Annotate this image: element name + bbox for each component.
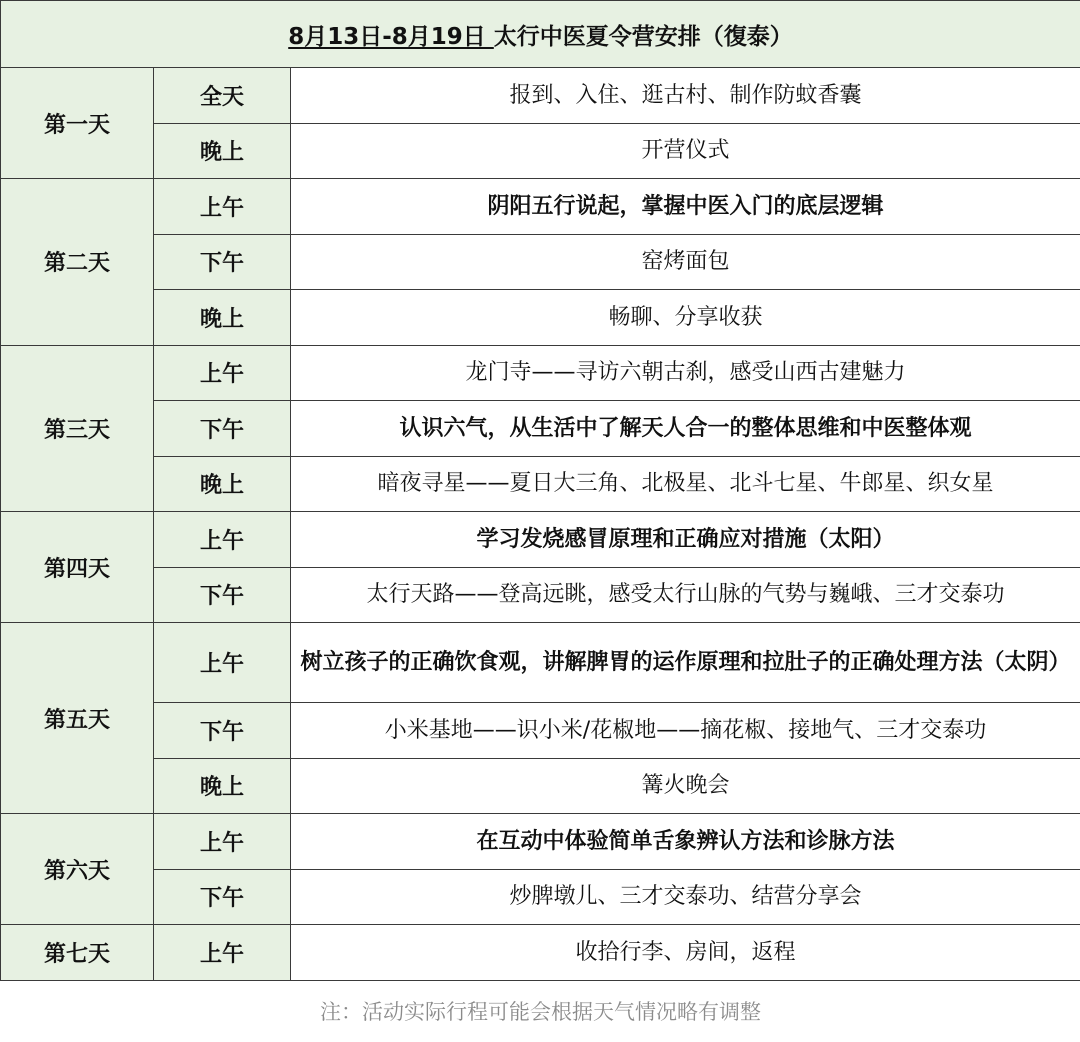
schedule-row (1, 234, 1080, 290)
activity-content: 收拾行李、房间，返程 (291, 925, 1080, 981)
period-label: 上午 (154, 179, 291, 235)
period-label: 上午 (154, 512, 291, 568)
period-label: 上午 (154, 623, 291, 703)
period-label: 下午 (154, 234, 291, 290)
schedule-row (1, 179, 1080, 235)
activity-content: 开营仪式 (291, 123, 1080, 179)
activity-content: 认识六气，从生活中了解天人合一的整体思维和中医整体观 (291, 401, 1080, 457)
title-date-range: 8月13日-8月19日 (288, 23, 494, 50)
day-label: 第二天 (1, 179, 154, 346)
period-label: 晚上 (154, 758, 291, 814)
title-row (1, 1, 1080, 68)
schedule-row (1, 456, 1080, 512)
activity-content: 炒脾墩儿、三才交泰功、结营分享会 (291, 869, 1080, 925)
period-label: 下午 (154, 567, 291, 623)
period-label: 下午 (154, 869, 291, 925)
period-label: 晚上 (154, 123, 291, 179)
note-row (1, 980, 1080, 1042)
period-label: 晚上 (154, 456, 291, 512)
schedule-row (1, 567, 1080, 623)
activity-content: 学习发烧感冒原理和正确应对措施（太阳） (291, 512, 1080, 568)
schedule-row (1, 703, 1080, 759)
period-label: 上午 (154, 814, 291, 870)
schedule-row (1, 290, 1080, 346)
activity-content: 暗夜寻星——夏日大三角、北极星、北斗七星、牛郎星、织女星 (291, 456, 1080, 512)
schedule-row (1, 623, 1080, 703)
schedule-row (1, 925, 1080, 981)
activity-content: 报到、入住、逛古村、制作防蚊香囊 (291, 68, 1080, 124)
schedule-row (1, 758, 1080, 814)
day-label: 第五天 (1, 623, 154, 814)
period-label: 上午 (154, 345, 291, 401)
activity-content: 树立孩子的正确饮食观，讲解脾胃的运作原理和拉肚子的正确处理方法（太阴） (291, 623, 1080, 703)
activity-content: 小米基地——识小米/花椒地——摘花椒、接地气、三才交泰功 (291, 703, 1080, 759)
day-label: 第一天 (1, 68, 154, 179)
day-label: 第四天 (1, 512, 154, 623)
day-label: 第七天 (1, 925, 154, 981)
schedule-row (1, 512, 1080, 568)
activity-content: 龙门寺——寻访六朝古刹，感受山西古建魅力 (291, 345, 1080, 401)
activity-content: 阴阳五行说起，掌握中医入门的底层逻辑 (291, 179, 1080, 235)
title-text: 太行中医夏令营安排（復泰） (493, 23, 793, 50)
schedule-note: 注：活动实际行程可能会根据天气情况略有调整 (1, 980, 1080, 1042)
activity-content: 篝火晚会 (291, 758, 1080, 814)
period-label: 下午 (154, 401, 291, 457)
period-label: 晚上 (154, 290, 291, 346)
schedule-row (1, 345, 1080, 401)
schedule-title (1, 1, 1080, 68)
period-label: 上午 (154, 925, 291, 981)
schedule-body (1, 1, 1080, 981)
schedule-row (1, 68, 1080, 124)
activity-content: 在互动中体验简单舌象辨认方法和诊脉方法 (291, 814, 1080, 870)
schedule-row (1, 814, 1080, 870)
schedule-row (1, 869, 1080, 925)
activity-content: 太行天路——登高远眺，感受太行山脉的气势与巍峨、三才交泰功 (291, 567, 1080, 623)
schedule-row (1, 123, 1080, 179)
day-label: 第六天 (1, 814, 154, 925)
period-label: 下午 (154, 703, 291, 759)
schedule-row (1, 401, 1080, 457)
activity-content: 窑烤面包 (291, 234, 1080, 290)
period-label: 全天 (154, 68, 291, 124)
activity-content: 畅聊、分享收获 (291, 290, 1080, 346)
day-label: 第三天 (1, 345, 154, 512)
